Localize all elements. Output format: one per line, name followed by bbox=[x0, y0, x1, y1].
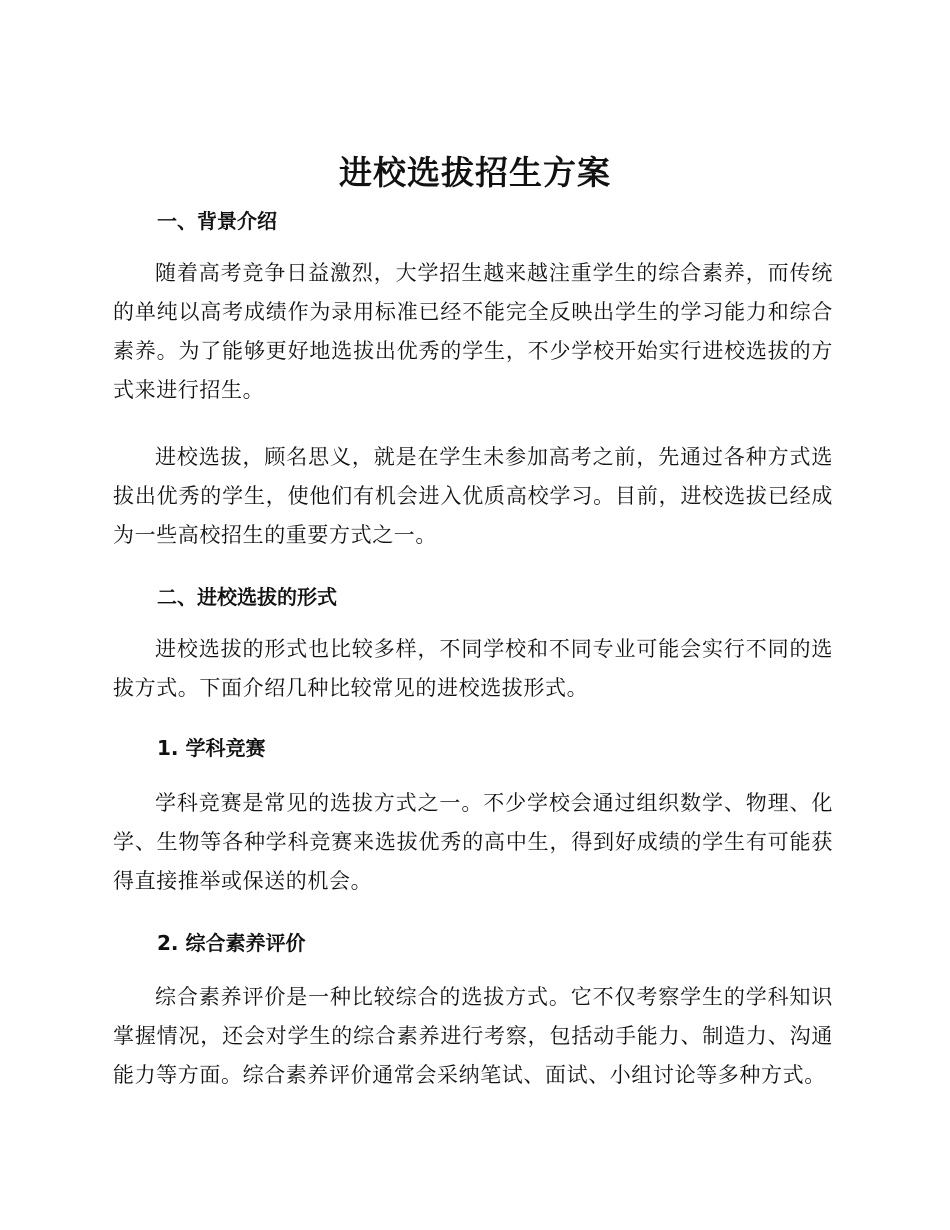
paragraph-evaluation: 综合素养评价是一种比较综合的选拔方式。它不仅考察学生的学科知识掌握情况，还会对学生的综合素养进行考察，包括动手能力、制造力、沟通能力等方面。综合素养评价通常会采纳笔试、面试、小组讨论等多种方式。 bbox=[113, 985, 833, 1087]
subsection-heading-competition: 1. 学科竞赛 bbox=[157, 736, 266, 760]
paragraph-background-1: 随着高考竞争日益激烈，大学招生越来越注重学生的综合素养，而传统的单纯以高考成绩作为录用标准已经不能完全反映出学生的学习能力和综合素养。为了能够更好地选拔出优秀的学生，不少学校开始实行进校选拔的方式来进行招生。 bbox=[113, 261, 833, 402]
page-title: 进校选拔招生方案 bbox=[339, 153, 611, 192]
paragraph-forms-intro: 进校选拔的形式也比较多样，不同学校和不同专业可能会实行不同的选拔方式。下面介绍几种比较常见的进校选拔形式。 bbox=[113, 637, 833, 700]
section-heading-background: 一、背景介绍 bbox=[157, 209, 277, 233]
paragraph-competition: 学科竞赛是常见的选拔方式之一。不少学校会通过组织数学、物理、化学、生物等各种学科竞赛来选拔优秀的高中生，得到好成绩的学生有可能获得直接推举或保送的机会。 bbox=[113, 791, 833, 893]
subsection-heading-evaluation: 2. 综合素养评价 bbox=[157, 931, 306, 955]
section-heading-forms: 二、进校选拔的形式 bbox=[157, 585, 337, 609]
paragraph-background-2: 进校选拔，顾名思义，就是在学生未参加高考之前，先通过各种方式选拔出优秀的学生，使他们有机会进入优质高校学习。目前，进校选拔已经成为一些高校招生的重要方式之一。 bbox=[113, 445, 833, 547]
